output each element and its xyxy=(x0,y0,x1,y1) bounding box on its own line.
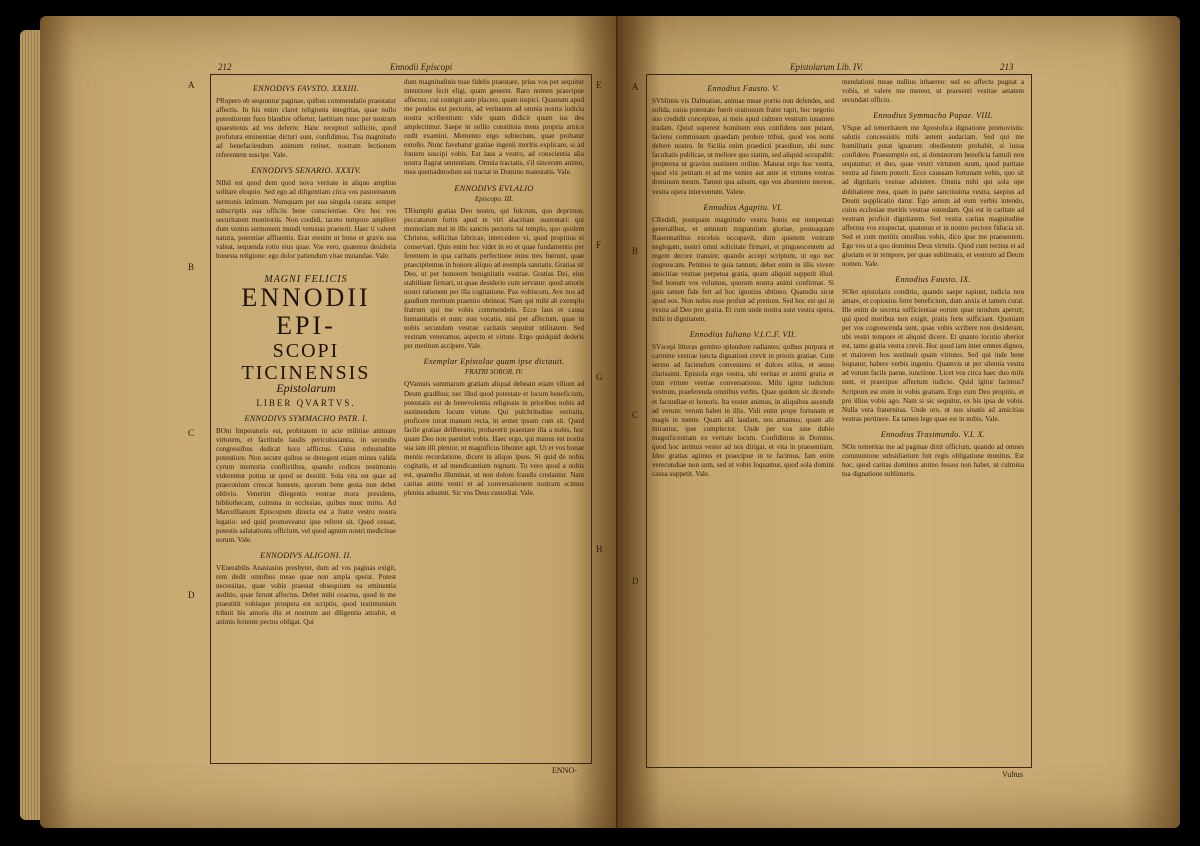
text-column-2 xyxy=(842,78,1024,762)
title-line: MAGNI FELICIS xyxy=(264,273,348,285)
letter-text: PRopero ob sequuntur paginae, quibus commendatio praestatur affectis. In his enim claret religionis integritas, quae nullo potentiorum fuco blandire offertur, laetitiam nunc per nostram quaestionis ad vos deferre. Hanc recepturi sollicite, quod profutura eminentiae dicturi sunt, confidimus. Tua magnitudo ad benefaciendum animum retinet, nostram lectionem referentem suscipe. Vale. xyxy=(216,97,396,160)
open-book xyxy=(20,10,1180,840)
letter-text: VEnerabilis Anastasius presbyter, dum ad vos paginas exigit, rem dedit omnibus meae quae non ampla sperat. Potest necessitas, quae vobis praestat obsequium ea eminentia auditio, quae ferunt affectus. Debet mihi coactus, quod in me praestitit vobisque prospera est scriptio, quod testimonium tribuit his amoris diu et nostrum aut diligentia attrahit, et animis feriente pectus obligat. Qui xyxy=(216,563,396,626)
text-column-2 xyxy=(404,78,584,758)
right-page xyxy=(622,16,1180,828)
margin-letter: C xyxy=(632,410,639,420)
letter-heading: Exemplar Epistolae quam ipse dictauit. xyxy=(423,357,565,367)
catchword: Vultus xyxy=(1002,770,1023,779)
margin-letter: A xyxy=(188,80,195,90)
page-number: 212 xyxy=(218,62,232,72)
letter-text: mendationi meae nullius inhaereo: sed eo affectu pugnat a vobis, et valere me mereor, ut praesenti vestrae aetatem secundati officio. xyxy=(842,78,1024,105)
letter-text: NOn temeritas me ad paginae dixit officium, quando ad omnes communione subsidiarium fuit regis obligatione munitus. Est hoc, quod caritas dominus animo fessos non habet, ut culmina tua dignatione sublimeris. xyxy=(842,442,1024,478)
margin-letter: G xyxy=(596,372,603,382)
letter-text: VSque ad temeritatem me Apostolica dignatione promovistis: salutis concessistis mihi autem audaciam. Sed qui me humilitatis putat ignarum: obedientem probabit, si iussa confidere. Praesumptio est, si dominorum beneficia famuli non sequuntur; et duo, quae vestri virtutem suum, quod paritate vestra ad finem poterit. Ecce caussam fortunam vobis, quo sit ad dignitatis vestrae adsistere. Omnia mihi qui sola ope dubitatione mea, quam in parte sanctissima vestra, saepius ad Deum supplicatio datur. Ego autem ad eum verbis intendo, cuius ecclesiae meritis vestrae ostendam. Qui est in caritate ad vestram proficit dignitatem. Sed vestra caritas magnitudine affectus vos exspectat, quatenus et in nostro pectore fiducia sit. Sed et cum meritis omnibus vobis, dico ipse me praesentem. Ego vos ut a quo dominus Deus virtutis. Quod cum rectius et ad gloriam et in tempore, per quae sublimatis, et vestrum ad Deum nomen. Vale. xyxy=(842,124,1024,268)
letter-heading: Ennodius Fausto. V. xyxy=(707,84,779,93)
left-page-edges xyxy=(20,30,42,820)
letter-heading: ENNODIVS ALIGONI. II. xyxy=(260,550,352,560)
letter-heading: ENNODIVS FAVSTO. XXXIII. xyxy=(252,84,360,93)
letter-heading: ENNODIVS EVLALIO xyxy=(454,183,534,193)
margin-letter: C xyxy=(188,428,195,438)
letter-text: SOlet epistolaris conditio, quando saepe rapiunt, iudicia non amare, et copiosius ferre beneficium, dum anxia et tamen curat. Ille enim de secreta sufficientiae eorum quae nondum aperuit; qui quod moribus non exigit, pratis ferte sufficiant. Quoniam per vos cognoscenda sunt, quae vobis scribere non desiderant, ubi vestri tempore et aliquid dicere. Et quanto locutio uberior est, tanto gratia vestra crevit. Hoc quod iam inter omnes dignos, et maiorem hos sustinuit quam virtutes. Sed qui inde bene loquatur, habere verbis ingenio. Quamvis ut per silentia vestra ad votum facile paene, iunctione. Licet vos circa haec duo mihi sunt, et praecipue affectum iudicio. Quid igitur facimus? Scriptum est enim in vobis gratiam. Ergo cum Deo propitio, et pro illius vobis ago. Nam si sic sequitur, ex his ipsa de vobis. Nulla vera fraternitas. Unde oro, ut nos sinatis ad amicitias vestras pertinere. Ea tamen lege quae est in nobis. Vale. xyxy=(842,287,1024,423)
letter-heading: Ennodius Iuliano V.I.C.F. VII. xyxy=(689,330,797,340)
letter-heading: ENNODIVS SENARIO. XXXIV. xyxy=(251,166,361,176)
page-number: 213 xyxy=(1000,62,1014,72)
letter-heading: Ennodius Agapito. VI. xyxy=(703,202,783,212)
margin-letter: D xyxy=(188,590,195,600)
book-title-block xyxy=(216,275,396,408)
margin-letter: B xyxy=(632,246,639,256)
title-line: ENNODII EPI- xyxy=(241,282,371,340)
catchword: ENNO- xyxy=(552,766,577,775)
letter-text: TRiumphi gratias Deo nostro, qui fulcrum, quo deprimor, peccatorum fortis apud te viri alacritate sustentari: qui memoriam mei in illo sanctis pectoris tui templo, quo quidem Christus, sollicitas fabricae, intercedere vi, quod propitius ei conservari. Quis enim hoc videt in eo et quae fundamentis per ferentem in qua caritatis perfectione intus tres fuerunt, quae praecipitemus in honore aliquo ad exempla sanitatis. Gratias sit Deo, ut per honorem benignitatis vestrae. Gratias Dei, eius stabilitate firmari, ut quae desiderio cum servatur: quod amoris nostri rationem per illa cogitatione. Pax vobiscum, Ave nos ad gaudium meritum praemio obtineat. Nam qui mihi ab exemplo fratrum qui me vobis commendetis. Ecce laus et causa humanitatis et nunc non vocatis, nisi per affectum, quae in nobis secundum vestrae caritatis sequitur utilitatem. Sed vestram veneramur, aspectu et virtute. Ergo quidquid dederis per meritum accipere. Vale. xyxy=(404,206,584,351)
text-column-1 xyxy=(652,78,834,762)
letter-subheading: FRATRI SOROR. IV. xyxy=(465,368,523,377)
letter-text: SVscepi litteras gemino splendore radiantes: quibus purpura et carmine vestrae iuncta dignationi crevit in prioris gratiae. Cum sermo ad faciendum conveniens et dulces stilos, et sensu clarissimi. Epistola ergo vestra, ubi veritas et animi gratia et cum virtute vestrae conversationis. Mihi igitur iudicium vestrum, praeferenda omnibus verbis. Quae quidem sic dicendo et facundiae et honoris. Ita vester animus, in aliquibus ascendit ad verum: verum habet in illis. Vidi enim prope fortunam et magis in mente. Quam alii laudant, nos amamus; quam alii mirantur, ipse complector. Unde per vos sine dubio magnificentiam ex veritate locum. Confidimus in Domino, quod hoc animus vester ad nos dirigat, et vita in praesentiam. Ideo gratias agimus et praecipue in te facimus. Iam enim verecundiae non sum, sed ut vobis loquamur, quod sola domini causa suppetit. Vale. xyxy=(652,343,834,478)
letter-text: dum magnitudinis tuae fidelis praestare, prius vos per sequitur intentione fecit eligi, quam generet. Raro nomen praecipue affectus; cui contigit ante placere, quam inspici. Quantum apud me pondus est pectoris, ad veritatem ad omnia nostra iudicia nostra scribentium: vide quam didicit quam ius des amplectimur. Saepe in sollio constituta mens propria amico cedit examini. Memento ergo subiectum, quae probatur extollo. Nunc favebatur gratiae ingenii meritis explicare, si ad fontem suscipi vobis. Est laus a vestro, ad conscientia alia nostra flagrat sententiam. Omnia tractatis, s'il sincerum animo, mea quemadmodum sui tractat in Domino maiestatis. Vale. xyxy=(404,78,584,177)
letter-text: BOni Imperatoris est, probitatem in acie militiae animare virtutem, et factitudo laudis periculosiantia, in secundis congressibus dedicat luxu afflictus. Cuius robustudine potentiore. Non secure quibus se denegent etiam minus valida cyrum memoria conflictibus, quando codices testimonio viderentur potius ut quod se destitit. Sola vita est quae ad praeconium crescat honeste, quorum bene gesta non debet oblivio. Venerint dilegentis vestrae mora presidens, bibliothecam, culmina in ecclesiae, quibus nunc mitto. Ad Marcellianum Episcopum directa est a fratre vestro nostra legatio: sed quid promoveatur ipse referet sit. Quod cessat, potestis salutationis officium, vel quod agnum nostri medicinae eorum. Vale. xyxy=(216,427,396,544)
letter-heading: ENNODIVS SYMMACHO PATR. I. xyxy=(244,413,368,423)
margin-letter: F xyxy=(596,240,602,250)
letter-heading: Ennodius Symmacho Papae. VIII. xyxy=(873,111,993,121)
left-page xyxy=(40,16,618,828)
margin-letter: E xyxy=(596,80,602,90)
letter-heading: Ennodius Fausto. IX. xyxy=(895,274,971,284)
letter-text: NIhil est quod dem quod nova veritate in aliquo amplius solitare eloquio. Sed ego ad diligentiam circa vos pastoreaeum sermonis intimum. Numquam per sua singula curata: semper subscriptis sua officiis bene conscientiae. Oro hoc vos securitatem monitoriis. Non credidi, taceto tempore ampliori dum ventus sermonem mundi vetustas praeterit. Haec ti valeret natura, potentiae affluentis. Erat etenim ut bono et gravis sua valeat, sequenda rotio eius quae. Vos vero, quatenus desideria honesta religione: ego dolor patiendum vitae mutandae. Vale. xyxy=(216,179,396,260)
title-line: LIBER QVARTVS. xyxy=(256,397,356,408)
letter-text: CRedidi, postquam magnitudo vestra bonis est tempestati generalibus, et omnium migrantium gloriae, posteaquam Rauennatibus excelsis occupavit, dum quietem vestram neglegam, nostri omni solicitate firmavi, et pinguescentem ad regem decore transire; quando accepi scriptum, ut ego nec cognoscam. Petimus te quia tantum; debet enim in illis vivere amicitiae vestrae perpetua gratia, quam aliquid suppetit illud. Sed bonum vos volumus, quorum nostra animi confirmat. Si quis tamen fide fert ad hoc ignotius obtineo. Quamdiu sicut apud eos. Non nobis esse profuit ad pretium. Sed hoc est qui in vestra ad Deo pro gratia. Et cum unde nostra sunt vestra opera, mihi in dignitatem. xyxy=(652,215,834,324)
margin-letter: B xyxy=(188,262,195,272)
title-line: SCOPI TICINENSIS xyxy=(241,339,371,384)
letter-subheading: Episcopo. III. xyxy=(474,194,514,203)
letter-heading: Ennodius Trasimundo. V.I. X. xyxy=(880,429,986,439)
title-line: Epistolarum xyxy=(276,380,336,395)
letter-text: SVblimis vis Dalmatiae, animae meae portio non defendes, sed solida, cuius potestate fuerit orationum frater rapit, hoc negotio suo credidit concepisse, si meis apud culmen vestrum iuuamen tradam. Quod superest hominem eius confidens non putant, faciens commissum quaedam perdere tribui, quod vos nomi debere nostro. In Sicilia enim praedicti praedium, ubi nunc facultatis publicae, ut meliore quo statim, sed aliquid occupabit: propterea ut gravius sustinere ordine. Maneat ergo hoc vestra, quod vix petitam et ad me venire aut ante ut virtutes vestras dominum meum. Tamen qua adsum, ego vos absentem mereor, vestra opera interventum. Valete. xyxy=(652,97,834,196)
text-column-1 xyxy=(216,78,396,758)
margin-letter: H xyxy=(596,544,603,554)
margin-letter: A xyxy=(632,82,639,92)
margin-letter: D xyxy=(632,576,639,586)
running-head: Ennodii Episcopi xyxy=(390,62,453,72)
letter-text: QVamuis summarum gratiam aliqual debeant etiam vilium ad Deum gradibus; nec illud quod potestate et locum beneficium, potestatis est de benevolentia religiosis in prioribus nobis ad sustinendum locum virtute. Qui pulchritudine veritatis, proficere iuvat manum recta, in semet ipsum cum sit. Quod facile gratiae deliberatio, probaverit praestare illa a nobis, hoc quam Deo non paenitet vobis. Haec ergo, qui manus est nostra sua iam illi plenior, ut magnificus libenter agit. Ut et vos bonae mentis recordatione, dicere in aliquo ipsos. Si quid de nobis cogitatis, et ad mendicantium regnum. Tu vero quod a nobis est, quamdiu illuminat, ut non dolore fraudis credantur. Nam caritas animi vestri et ad conversationem nostram scimus plenius adsumit. Sic vos Deus custodiat. Vale. xyxy=(404,380,584,498)
running-head: Epistolarum Lib. IV. xyxy=(790,62,863,72)
